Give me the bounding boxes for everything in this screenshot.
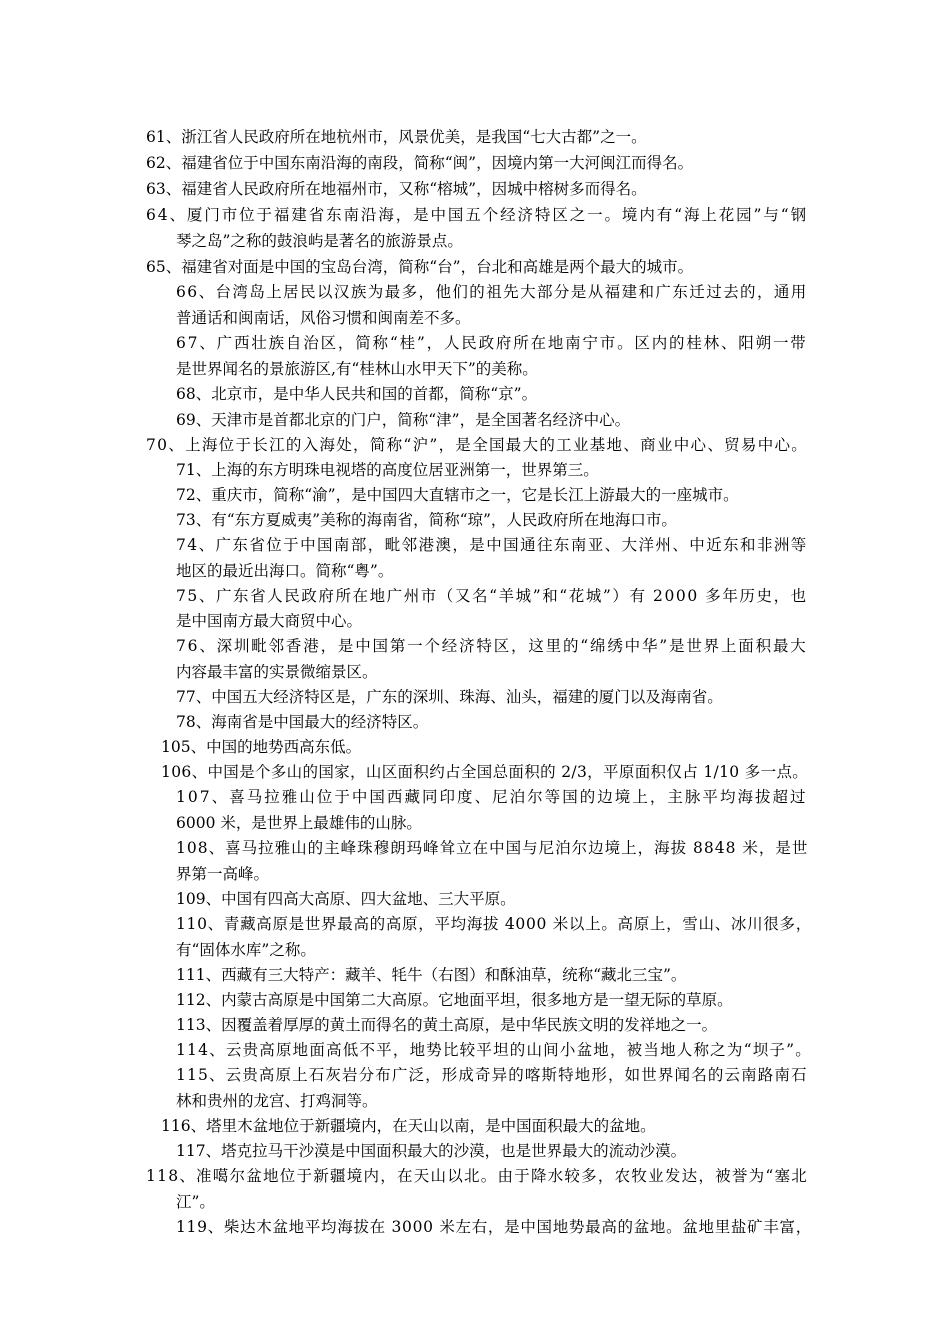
text-line: 112、内蒙古高原是中国第二大高原。它地面平坦，很多地方是一望无际的草原。 — [176, 991, 733, 1009]
text-line: 70、上海位于长江的入海处，简称“沪”，是全国最大的工业基地、商业中心、贸易中心。 — [146, 436, 809, 454]
text-line: 琴之岛”之称的鼓浪屿是著名的旅游景点。 — [176, 232, 463, 250]
text-line: 117、塔克拉马干沙漠是中国面积最大的沙漠，也是世界最大的流动沙漠。 — [176, 1142, 687, 1160]
text-line: 75、广东省人民政府所在地广州市（又名“羊城”和“花城”）有 2000 多年历史，也 — [176, 587, 808, 605]
text-line: 72、重庆市，简称“渝”，是中国四大直辖市之一，它是长江上游最大的一座城市。 — [176, 486, 739, 504]
text-line: 是世界闻名的景旅游区,有“桂林山水甲天下”的美称。 — [176, 360, 538, 378]
text-line: 6000 米，是世界上最雄伟的山脉。 — [176, 814, 422, 832]
text-line: 63、福建省人民政府所在地福州市，又称“榕城”，因城中榕树多而得名。 — [146, 180, 647, 198]
text-line: 71、上海的东方明珠电视塔的高度位居亚洲第一，世界第三。 — [176, 461, 599, 479]
text-line: 108、喜马拉雅山的主峰珠穆朗玛峰耸立在中国与尼泊尔边境上，海拔 8848 米，是世 — [176, 839, 809, 857]
text-line: 76、深圳毗邻香港，是中国第一个经济特区，这里的“绵绣中华”是世界上面积最大 — [176, 637, 808, 655]
text-line: 74、广东省位于中国南部，毗邻港澳，是中国通往东南亚、大洋州、中近东和非洲等 — [176, 536, 808, 554]
text-line: 有“固体水库”之称。 — [176, 941, 316, 959]
text-line: 118、准噶尔盆地位于新疆境内，在天山以北。由于降水较多，农牧业发达，被誉为“塞北 — [146, 1167, 809, 1185]
text-line: 119、柴达木盆地平均海拔在 3000 米左右，是中国地势最高的盆地。盆地里盐矿丰富， — [176, 1218, 812, 1236]
text-line: 林和贵州的龙宫、打鸡洞等。 — [176, 1092, 378, 1110]
text-line: 65、福建省对面是中国的宝岛台湾，简称“台”，台北和高雄是两个最大的城市。 — [146, 258, 694, 276]
text-line: 62、福建省位于中国东南沿海的南段，简称“闽”，因境内第一大河闽江而得名。 — [146, 154, 694, 172]
text-line: 113、因覆盖着厚厚的黄土而得名的黄土高原，是中华民族文明的发祥地之一。 — [176, 1016, 718, 1034]
text-line: 61、浙江省人民政府所在地杭州市，风景优美，是我国“七大古都”之一。 — [146, 128, 647, 146]
text-line: 78、海南省是中国最大的经济特区。 — [176, 713, 429, 731]
text-line: 是中国南方最大商贸中心。 — [176, 612, 363, 630]
text-line: 114、云贵高原地面高低不平，地势比较平坦的山间小盆地，被当地人称之为“坝子”。 — [176, 1041, 812, 1059]
text-line: 68、北京市，是中华人民共和国的首都，简称“京”。 — [176, 385, 538, 403]
text-line: 内容最丰富的实景微缩景区。 — [176, 663, 378, 681]
text-line: 67、广西壮族自治区，简称“桂”，人民政府所在地南宁市。区内的桂林、阳朔一带 — [176, 334, 808, 352]
text-line: 116、塔里木盆地位于新疆境内，在天山以南，是中国面积最大的盆地。 — [161, 1117, 656, 1135]
text-line: 73、有“东方夏威夷”美称的海南省，简称“琼”，人民政府所在地海口市。 — [176, 511, 677, 529]
text-line: 110、青藏高原是世界最高的高原，平均海拔 4000 米以上。高原上，雪山、冰川很多， — [176, 915, 812, 933]
text-line: 66、台湾岛上居民以汉族为最多，他们的祖先大部分是从福建和广东迁过去的，通用 — [176, 283, 808, 301]
text-line: 江”。 — [176, 1193, 215, 1211]
text-line: 109、中国有四高大高原、四大盆地、三大平原。 — [176, 890, 516, 908]
text-line: 69、天津市是首都北京的门户，简称“津”，是全国著名经济中心。 — [176, 411, 631, 429]
text-line: 105、中国的地势西高东低。 — [161, 738, 362, 756]
text-line: 界第一高峰。 — [176, 865, 270, 883]
text-line: 107、喜马拉雅山位于中国西藏同印度、尼泊尔等国的边境上，主脉平均海拔超过 — [176, 788, 808, 806]
text-line: 64、厦门市位于福建省东南沿海，是中国五个经济特区之一。境内有“海上花园”与“钢 — [146, 206, 808, 224]
text-line: 115、云贵高原上石灰岩分布广泛，形成奇异的喀斯特地形，如世界闻名的云南路南石 — [176, 1066, 808, 1084]
text-line: 地区的最近出海口。简称“粤”。 — [176, 562, 394, 580]
text-line: 普通话和闽南话，风俗习惯和闽南差不多。 — [176, 309, 471, 327]
text-line: 77、中国五大经济特区是，广东的深圳、珠海、汕头，福建的厦门以及海南省。 — [176, 688, 723, 706]
text-line: 106、中国是个多山的国家，山区面积约占全国总面积的 2/3，平原面积仅占 1/10 多一点。 — [161, 763, 809, 781]
text-line: 111、西藏有三大特产：藏羊、牦牛（右图）和酥油草，统称“藏北三宝”。 — [176, 966, 687, 984]
